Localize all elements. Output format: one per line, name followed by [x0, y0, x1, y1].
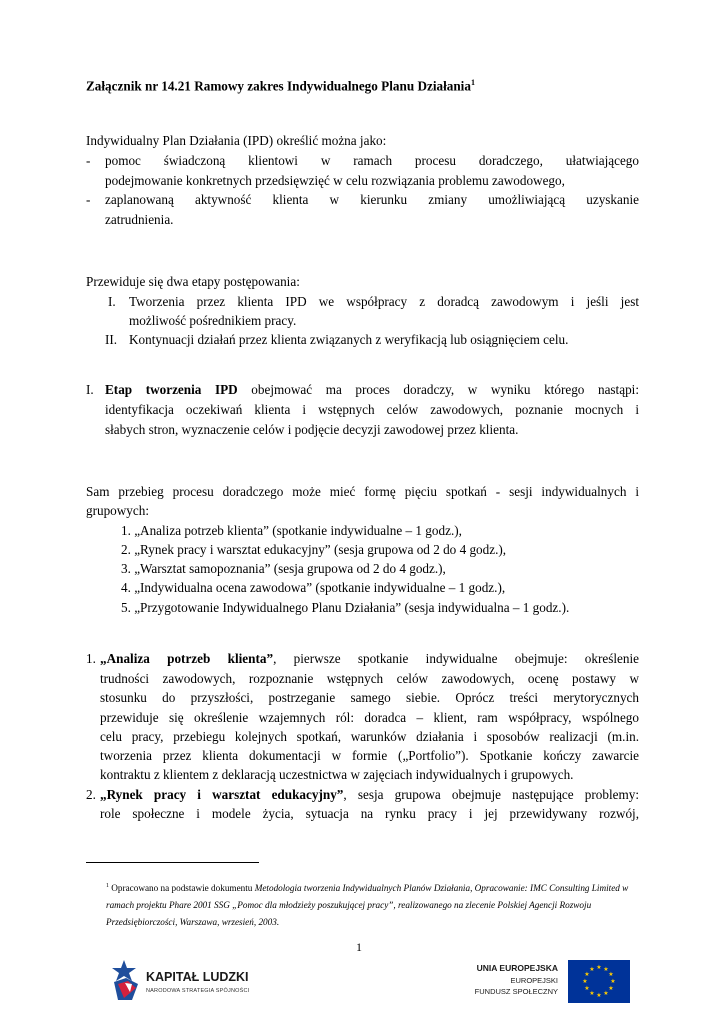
kapital-ludzki-title: KAPITAŁ LUDZKI: [146, 970, 249, 984]
meeting-item: 3. „Warsztat samopoznania” (sesja grupowa od 2 do 4 godz.),: [121, 561, 446, 576]
meetings-line-1: Sam przebieg procesu doradczego może mieć formę pięciu spotkań - sesji indywidualnych i: [86, 484, 639, 499]
meetings-line-2: grupowych:: [86, 503, 149, 518]
detail-2-line: role społeczne i modele życia, sytuacja na rynku pracy i jej przewidywany rozwój,: [100, 806, 639, 821]
eu-logo-line-2: EUROPEJSKI: [510, 976, 558, 985]
bullet-1-line-2: podejmowanie konkretnych przedsięwzięć w celu rozwiązania problemu zawodowego,: [105, 173, 565, 188]
bullet-marker: -: [86, 153, 91, 168]
meeting-item: 2. „Rynek pracy i warsztat edukacyjny” (sesja grupowa od 2 do 4 godz.),: [121, 542, 507, 557]
kapital-ludzki-logo: [110, 958, 270, 1004]
etap-line-1: [105, 380, 639, 400]
svg-text:★: ★: [589, 990, 595, 997]
detail-1-line-1: [100, 649, 639, 669]
bullet-1-line-1: pomoc świadczoną klientowi w ramach procesu doradczego, ułatwiającego: [105, 153, 639, 168]
detail-1-marker: 1.: [86, 651, 96, 666]
svg-text:★: ★: [584, 971, 590, 978]
bullet-2-line-1: zaplanowaną aktywność klienta w kierunku zmiany umożliwiającą uzyskanie: [105, 192, 639, 207]
stage-1-line-2: możliwość pośrednikiem pracy.: [129, 313, 297, 328]
eu-flag-icon: [568, 960, 630, 1003]
title-text: Załącznik nr 14.21 Ramowy zakres Indywidualnego Planu Działania: [86, 78, 471, 94]
svg-text:★: ★: [603, 966, 609, 973]
svg-text:★: ★: [603, 990, 609, 997]
title-footnote-mark: 1: [470, 78, 475, 87]
etap-bold: Etap tworzenia IPD: [105, 382, 238, 397]
eu-logo-line-1: UNIA EUROPEJSKA: [476, 963, 558, 973]
etap-line-1-rest: obejmować ma proces doradczy, w wyniku którego nastąpi:: [237, 382, 639, 397]
svg-text:★: ★: [608, 985, 614, 992]
svg-text:★: ★: [582, 978, 588, 985]
stage-marker-2: II.: [105, 332, 118, 347]
footnote-italic: Metodologia tworzenia Indywidualnych Planów Działania, Opracowanie: IMC Consulting Limited w ramach projektu Phare 2001 SSG „Pomoc dla młodzieży poszukującej pracy”, realizowanego na zlecenie Polskiej Agencji Rozwoju Przedsiębiorczości, Warszawa, wrzesień, 2003.: [106, 883, 629, 928]
page-number: 1: [356, 940, 362, 954]
kapital-ludzki-subtitle: NARODOWA STRATEGIA SPÓJNOŚCI: [146, 988, 250, 994]
stage-1-line-1: Tworzenia przez klienta IPD we współpracy z doradcą zawodowym i jeśli jest: [129, 294, 639, 309]
kapital-ludzki-emblem-icon: [110, 958, 142, 1002]
eu-logo-line-3: FUNDUSZ SPOŁECZNY: [474, 987, 558, 996]
meeting-item: 4. „Indywidualna ocena zawodowa” (spotkanie indywidualne – 1 godz.),: [121, 580, 506, 595]
detail-1-line: przewiduje się określenie wzajemnych ról: doradca – klient, ram współpracy, wspólnego: [100, 710, 639, 725]
meeting-item: 1. „Analiza potrzeb klienta” (spotkanie indywidualne – 1 godz.),: [121, 523, 462, 538]
stage-2-line-1: Kontynuacji działań przez klienta związanych z weryfikacją lub osiągnięciem celu.: [129, 332, 569, 347]
bullet-marker: -: [86, 192, 91, 207]
footnote-mark: 1: [106, 883, 109, 889]
eu-efs-logo: [470, 960, 630, 1006]
svg-text:★: ★: [584, 985, 590, 992]
detail-1-line: tworzenia przez klienta dokumentacji w formie („Portfolio”). Spotkanie kończy zawarcie: [100, 748, 639, 763]
stages-intro: Przewiduje się dwa etapy postępowania:: [86, 274, 300, 289]
detail-1-line: kontraktu z klientem z deklaracją uczestnictwa w zajęciach indywidualnych i grupowych.: [100, 767, 574, 782]
etap-marker: I.: [86, 382, 94, 397]
detail-2-line-1-rest: , sesja grupowa obejmuje następujące problemy:: [343, 787, 639, 802]
detail-1-line: celu pracy, przebiegu kolejnych spotkań, warunków działania i sposobów realizacji (m.in.: [100, 729, 639, 744]
detail-1-line-1-rest: , pierwsze spotkanie indywidualne obejmuje: określenie: [273, 651, 640, 666]
ipd-intro: Indywidualny Plan Działania (IPD) określić można jako:: [86, 133, 387, 148]
stage-marker-1: I.: [108, 294, 116, 309]
footnote-lead: Opracowano na podstawie dokumentu: [109, 883, 255, 894]
meeting-item: 5. „Przygotowanie Indywidualnego Planu Działania” (sesja indywidualna – 1 godz.).: [121, 600, 570, 615]
footnote-rule: [86, 862, 259, 863]
svg-text:★: ★: [608, 971, 614, 978]
detail-1-line: trudności zawodowych, rozpoznanie wstępnych celów zawodowych, ocenę postawy w: [100, 671, 639, 686]
etap-line-3: słabych stron, wyznaczenie celów i podjęcie decyzji zawodowej przez klienta.: [105, 422, 519, 437]
etap-line-2: identyfikacja oczekiwań klienta i wstępnych celów zawodowych, poznanie mocnych i: [105, 402, 639, 417]
detail-2-marker: 2.: [86, 787, 96, 802]
detail-2-line-1: [100, 785, 639, 805]
detail-1-line: stosunku do przyszłości, postrzeganie samego siebie. Oprócz treści merytorycznych: [100, 690, 639, 705]
bullet-2-line-2: zatrudnienia.: [105, 212, 174, 227]
svg-text:★: ★: [589, 966, 595, 973]
eu-logo-text: [475, 962, 558, 997]
svg-text:★: ★: [596, 992, 602, 999]
svg-text:★: ★: [596, 964, 602, 971]
footnote: [106, 878, 639, 931]
svg-text:★: ★: [610, 978, 616, 985]
detail-2-bold: „Rynek pracy i warsztat edukacyjny”: [100, 787, 344, 802]
detail-1-bold: „Analiza potrzeb klienta”: [100, 651, 274, 666]
document-title: [86, 78, 475, 94]
